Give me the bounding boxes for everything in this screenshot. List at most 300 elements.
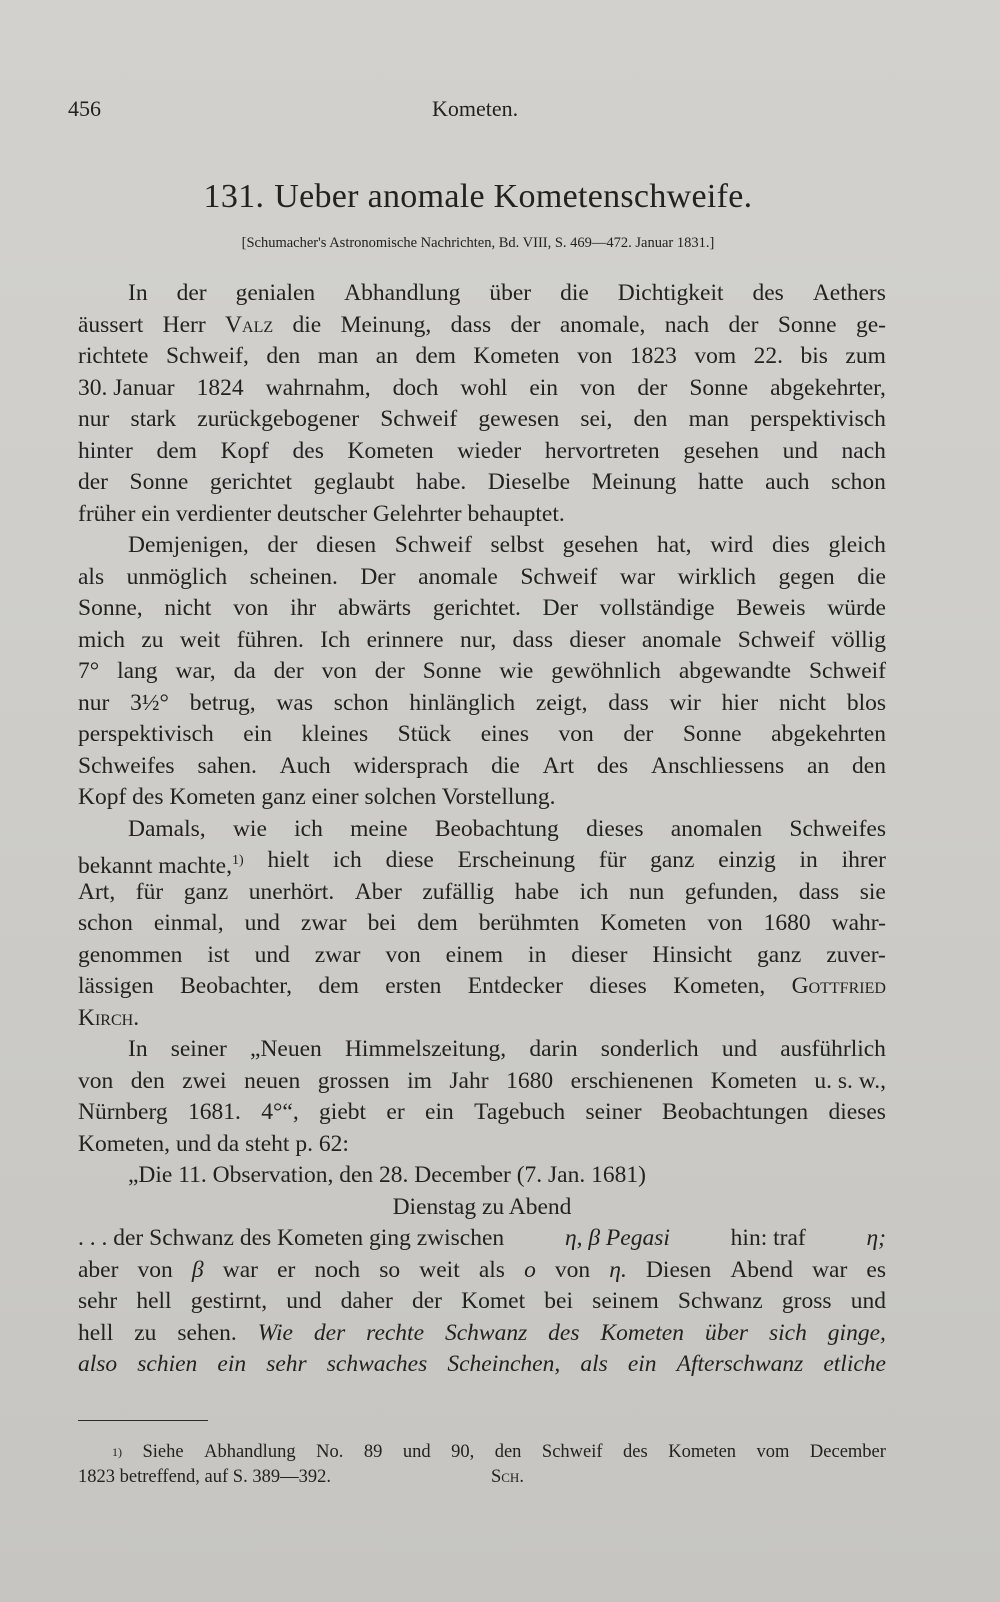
word: von [558, 721, 594, 747]
word: No. [316, 1442, 344, 1462]
line-text: Kopf des Kometen ganz einer solchen Vorstellung. [78, 784, 556, 810]
word: Scheinchen, [447, 1351, 561, 1377]
word: Abend [730, 1256, 793, 1283]
word: ginge, [827, 1319, 886, 1346]
word: 3½° [130, 689, 169, 716]
word: richtete [78, 343, 149, 369]
word: In [128, 280, 148, 306]
word: Dichtigkeit [617, 280, 724, 306]
word: von [554, 1256, 591, 1283]
word: zu [134, 1319, 157, 1346]
word: Siehe [142, 1442, 184, 1462]
word: war [619, 563, 656, 590]
word: wirklich [677, 563, 756, 590]
word: ge- [855, 311, 886, 338]
word: Der [542, 595, 578, 621]
word: ausführlich [780, 1036, 886, 1062]
quote-line [78, 1286, 886, 1318]
word: 1681. [188, 1099, 241, 1125]
word: schon [78, 910, 133, 936]
word: seiner [170, 1036, 227, 1062]
word: der [78, 469, 109, 495]
word: Jahr [449, 1067, 489, 1094]
running-title: Kometen. [432, 96, 519, 121]
word: Kometen [710, 1067, 797, 1094]
word: und [286, 1288, 322, 1314]
word: ich [579, 878, 609, 905]
word: schon [333, 689, 389, 716]
word: Anschliessens [651, 752, 785, 779]
text-line [78, 467, 886, 499]
word: habe [514, 878, 560, 905]
word: unerhört. [248, 878, 335, 905]
line-text: . . . der Schwanz des Kometen ging zwischen [78, 1225, 505, 1251]
word: Komet [461, 1288, 526, 1314]
word: Damals, [128, 815, 206, 842]
word: bei [544, 1288, 574, 1314]
word: zu [141, 626, 164, 653]
word: hervortreten [544, 437, 660, 464]
line-text: hin: traf [730, 1225, 806, 1251]
footnote-ref: 1) [232, 853, 244, 868]
word: ihr [290, 595, 317, 621]
line-text: „Die 11. Observation, den 28. December (7. Jan. 1681) [128, 1162, 646, 1188]
word: ein [529, 374, 559, 401]
text-line [78, 719, 886, 751]
word: Kometen [600, 1319, 684, 1346]
word: war [812, 1256, 848, 1283]
word: zum [845, 343, 886, 369]
word: dem [417, 910, 458, 936]
word: Sonne [422, 658, 482, 684]
word: 22. [753, 343, 783, 369]
word: und [402, 1442, 431, 1462]
word: Meinung, [340, 311, 432, 338]
word: abgewandte [678, 658, 792, 684]
word: zwei [182, 1067, 227, 1094]
word: sonderlich [600, 1036, 699, 1062]
word: Stück [397, 721, 452, 747]
word: gesehen [562, 532, 639, 558]
word: gewöhnlich [551, 658, 661, 684]
word: ein [217, 1351, 247, 1377]
word: Herr [162, 311, 206, 338]
word: ganz [650, 847, 695, 873]
word: über [489, 280, 532, 306]
word: gerichtet [209, 469, 293, 495]
text-fragment: bekannt machte, [78, 853, 232, 879]
text-line [78, 499, 886, 531]
text-line [78, 1003, 886, 1035]
line-segment [78, 845, 244, 877]
word: hatte [697, 469, 744, 495]
word: geglaubt [313, 469, 395, 495]
word: ein [627, 1351, 657, 1377]
signature: Sch. [490, 1467, 524, 1487]
word: gestirnt, [190, 1288, 268, 1314]
word: der [374, 658, 405, 684]
word: nach [664, 311, 710, 338]
word: gewesen [478, 406, 560, 432]
text-line [78, 625, 886, 657]
word: 1680 [763, 910, 811, 936]
word: man [688, 406, 730, 432]
word: der [623, 721, 654, 747]
word: gerichtet. [432, 595, 521, 621]
article-heading [78, 178, 878, 216]
word: der [176, 280, 207, 306]
word: von [137, 1256, 173, 1283]
word: sie [859, 878, 886, 905]
text-line [78, 310, 886, 342]
word: blos [846, 689, 886, 716]
word: dass [512, 626, 554, 653]
quote-line [78, 1223, 886, 1255]
word: führen. [236, 626, 304, 653]
word: für [135, 878, 164, 905]
word: der [510, 311, 541, 338]
word: grossen [317, 1067, 390, 1094]
word: einmal, [153, 910, 224, 936]
word: von [580, 374, 616, 401]
word: im [407, 1067, 432, 1094]
word: die [491, 752, 520, 779]
word: Ich [320, 626, 351, 653]
word: Nürnberg [78, 1099, 168, 1125]
person-name: Gottfried [791, 973, 886, 999]
word: des [623, 1442, 648, 1462]
word: wahrnahm, [265, 374, 371, 401]
word: weit [419, 1256, 460, 1283]
word: dieses [589, 973, 647, 999]
word: der [412, 1288, 443, 1314]
word: hell [78, 1319, 114, 1346]
word: der [273, 658, 304, 684]
line-text: Kometen, und da steht p. 62: [78, 1130, 349, 1157]
word: habe. [416, 469, 467, 495]
footnote-rule [78, 1420, 208, 1421]
word: diesen [316, 532, 377, 558]
word: abwärts [337, 595, 412, 621]
word: seiner [585, 1099, 642, 1125]
word: aber [78, 1256, 119, 1283]
word: Schwanz [444, 1319, 528, 1346]
word: des [596, 752, 629, 779]
word: Himmelszeitung, [344, 1036, 507, 1062]
word: ich [294, 815, 323, 842]
word: äussert [78, 311, 144, 338]
word: η. [609, 1256, 627, 1283]
word: wahr- [831, 910, 886, 936]
word: Schweif [541, 1442, 603, 1462]
word: vom [756, 1442, 790, 1462]
word: Abhandlung [204, 1442, 296, 1462]
text-line [78, 656, 886, 688]
word: schon [831, 469, 886, 495]
word: Kometen [668, 1442, 737, 1462]
word: gleich [828, 532, 886, 558]
word: den [494, 1442, 522, 1462]
word: weit [179, 626, 221, 653]
word: Sonne, [78, 595, 143, 621]
text-line [78, 593, 886, 625]
word: nicht [779, 689, 827, 716]
word: abgekehrter, [770, 374, 886, 401]
word: anomalen [670, 815, 763, 842]
word: Schweif [737, 626, 815, 653]
word: Sonne [777, 311, 837, 338]
text-line [78, 530, 886, 562]
word: er [277, 1256, 296, 1283]
word: Beobachtungen [661, 1099, 809, 1125]
word: nur, [459, 626, 497, 653]
word: betrug, [189, 689, 256, 716]
word: dieses [586, 815, 644, 842]
word: des [548, 1319, 580, 1346]
text-line [78, 877, 886, 909]
word: meine [350, 815, 408, 842]
word: als [478, 1256, 505, 1283]
text-line [78, 436, 886, 468]
word: hielt [267, 847, 310, 873]
word: hell [136, 1288, 172, 1314]
word: vom [694, 343, 737, 369]
word: wohl [460, 374, 508, 401]
word: gesehen [683, 437, 759, 464]
word: war, [175, 658, 216, 684]
footnote-line [78, 1465, 886, 1490]
quote-line [78, 1349, 886, 1381]
word: und [721, 1036, 758, 1062]
article-title: Ueber anomale Kometenschweife. [274, 178, 753, 215]
word: bis [800, 343, 828, 369]
word: Beobachter, [180, 973, 293, 999]
word: ganz [757, 941, 802, 968]
word: Demjenigen, [128, 532, 249, 558]
word: der [313, 1319, 346, 1346]
word: es [866, 1256, 886, 1283]
word: vollständige [599, 595, 715, 621]
word: ich [333, 847, 362, 873]
word: hier [721, 689, 759, 716]
word: Hinsicht [652, 941, 733, 968]
word: u. s. w., [814, 1067, 886, 1094]
word: 1680 [506, 1067, 554, 1094]
word: wie [232, 815, 267, 842]
word: von [233, 595, 269, 621]
word: war [222, 1256, 258, 1283]
word: hinter [78, 437, 133, 464]
word: widersprach [353, 752, 469, 779]
word: und [850, 1288, 886, 1314]
person-name: Kirch. [78, 1004, 140, 1031]
quote-line [78, 1318, 886, 1350]
word: Wie [257, 1319, 293, 1346]
word: ganz [183, 878, 229, 905]
word: dieser [569, 626, 626, 653]
word: sei, [580, 406, 613, 432]
word: Der [360, 563, 396, 590]
word: gross [781, 1288, 832, 1314]
word: wird [710, 532, 754, 558]
running-head [68, 96, 880, 126]
word: zeigt, [535, 689, 588, 716]
word: den [633, 406, 668, 432]
word: sich [768, 1319, 807, 1346]
word: lässigen [78, 973, 154, 999]
word: als [78, 563, 105, 590]
word: Schweifes [78, 752, 175, 779]
word: seinem [592, 1288, 659, 1314]
word: gegen [778, 563, 835, 590]
word: und [782, 437, 818, 464]
word: ihrer [841, 847, 886, 873]
word: Afterschwanz [676, 1351, 804, 1377]
word: Abhandlung [344, 280, 461, 306]
word: man [317, 343, 359, 369]
word: Schweif [808, 658, 886, 684]
page-number: 456 [68, 96, 101, 121]
word: in [799, 847, 818, 873]
word: neuen [244, 1067, 301, 1094]
word: dass [608, 689, 649, 716]
word: ersten [385, 973, 442, 999]
word: anomale [418, 563, 498, 590]
word: 90, [451, 1442, 475, 1462]
word: anomale, [559, 311, 646, 338]
word: nur [78, 406, 110, 432]
word: die [560, 280, 589, 306]
word: perspektivisch [750, 406, 886, 432]
word: Schweif [520, 563, 598, 590]
word: von [385, 941, 421, 968]
text-line [78, 971, 886, 1003]
word: wir [669, 689, 701, 716]
word: des [292, 437, 324, 464]
word: den [852, 752, 886, 779]
word: rechte [366, 1319, 425, 1346]
word: Beobachtung [434, 815, 559, 842]
word: dem [156, 437, 197, 464]
word: ein [243, 721, 272, 747]
word: einem [445, 941, 504, 968]
word: sehr [78, 1288, 118, 1314]
text-line [78, 278, 886, 310]
word: der [637, 374, 668, 401]
word: Art [542, 752, 574, 779]
word: dass [798, 878, 840, 905]
word: scheinen. [249, 563, 338, 590]
word: 4°“, [261, 1099, 299, 1125]
word: was [276, 689, 313, 716]
word: Kometen, [673, 973, 766, 999]
word: In [128, 1036, 148, 1062]
word: 1823 [629, 343, 677, 369]
footnote [78, 1440, 886, 1490]
word: an [375, 343, 398, 369]
word: den [130, 1067, 165, 1094]
word: ist [207, 941, 230, 968]
word: mich [78, 626, 125, 653]
word: Aethers [812, 280, 886, 306]
word: β [191, 1256, 204, 1283]
word: Schwanz [677, 1288, 763, 1314]
word: Tagebuch [474, 1099, 566, 1125]
word: dem [415, 343, 456, 369]
word: sahen. [197, 752, 257, 779]
word: abgekehrten [771, 721, 886, 747]
word: sehr [266, 1351, 307, 1377]
text-line [78, 814, 886, 846]
word: gefunden, [684, 878, 779, 905]
word: selbst [490, 532, 544, 558]
word: Sonne [129, 469, 189, 495]
text-line [78, 1097, 886, 1129]
source-citation: [Schumacher's Astronomische Nachrichten, Bd. VIII, S. 469—472. Januar 1831.] [241, 235, 715, 251]
line-text: früher ein verdienter deutscher Gelehrter behauptet. [78, 500, 565, 527]
quote-line [78, 1255, 886, 1287]
word: für [598, 847, 627, 873]
word: so [379, 1256, 401, 1283]
text-line [78, 1066, 886, 1098]
word: Kometen [473, 343, 560, 369]
word: etliche [823, 1351, 886, 1377]
word: wie [499, 658, 534, 684]
footnote-line [78, 1440, 886, 1465]
word: Diesen [645, 1256, 712, 1283]
word: und [254, 941, 290, 968]
text-line [78, 562, 886, 594]
line-text: Dienstag zu Abend [392, 1193, 572, 1220]
word: Schweif [380, 406, 458, 432]
word: von [577, 343, 613, 369]
word: o [524, 1256, 536, 1283]
word: anomale [641, 626, 722, 653]
quote-line [78, 1192, 886, 1224]
word: dies [771, 532, 810, 558]
word: diese [385, 847, 434, 873]
word: noch [314, 1256, 361, 1283]
word: als [580, 1351, 608, 1377]
word: ein [425, 1099, 454, 1125]
word: in [528, 941, 547, 968]
word: von [707, 910, 743, 936]
word: zuver- [826, 941, 886, 968]
word: er [386, 1099, 405, 1125]
word: kleines [301, 721, 369, 747]
word: Aber [354, 878, 402, 905]
text-line [78, 404, 886, 436]
word: an [807, 752, 830, 779]
word: eines [480, 721, 529, 747]
word: daher [340, 1288, 393, 1314]
word: zufällig [422, 878, 495, 905]
quote-line [78, 1160, 886, 1192]
word: wieder [457, 437, 522, 464]
word: da [233, 658, 256, 684]
word: des [752, 280, 784, 306]
word: und [244, 910, 280, 936]
word: Schweifes [789, 815, 886, 842]
text-line [78, 341, 886, 373]
word: der [728, 311, 759, 338]
word: Auch [279, 752, 331, 779]
word: also [78, 1351, 118, 1377]
text-line [78, 908, 886, 940]
word: nach [841, 437, 886, 464]
word: dieses [828, 1099, 886, 1125]
text-line [78, 688, 886, 720]
